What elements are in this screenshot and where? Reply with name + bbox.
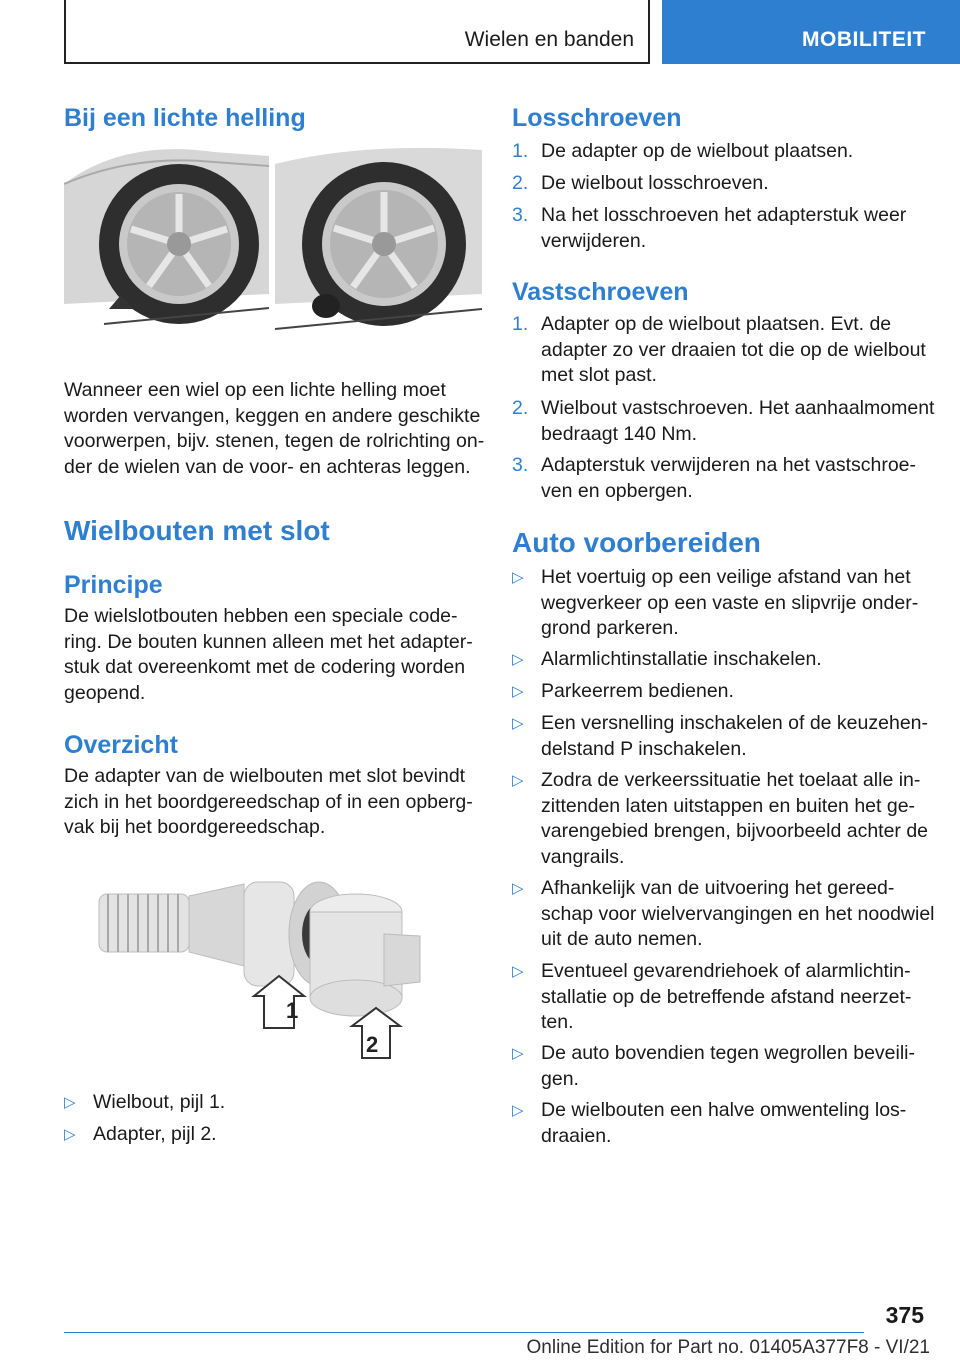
triangle-bullet-icon: ▷ xyxy=(512,963,524,980)
section-title: Wielen en banden xyxy=(464,28,634,51)
triangle-bullet-icon: ▷ xyxy=(512,772,524,789)
label-1: 1 xyxy=(286,998,299,1023)
label-2: 2 xyxy=(366,1032,379,1057)
heading-wheel-locks: Wielbouten met slot xyxy=(64,515,330,546)
overview-paragraph: De adapter van de wielbouten met slot bevindt zich in het boordgereedschap of in een opberg- vak bij het boordgereedschap. xyxy=(64,765,473,838)
header-section-box xyxy=(64,0,650,64)
triangle-bullet-icon: ▷ xyxy=(512,651,524,668)
triangle-bullet-icon: ▷ xyxy=(512,880,524,897)
footer-divider xyxy=(64,1332,864,1333)
heading-loosen: Losschroeven xyxy=(512,104,682,132)
page-number: 375 xyxy=(885,1302,924,1328)
footer-edition: Online Edition for Part no. 01405A377F8 - VI/21 xyxy=(526,1337,930,1358)
triangle-bullet-icon: ▷ xyxy=(512,715,524,732)
triangle-bullet-icon: ▷ xyxy=(64,1094,76,1111)
incline-paragraph: Wanneer een wiel op een lichte helling moet worden vervangen, keggen en andere geschikte voorwerpen, bijv. stenen, tegen de rolrichting on- der de wielen van de voor- en achteras leggen. xyxy=(64,379,485,478)
heading-prepare: Auto voorbereiden xyxy=(512,527,761,558)
principle-paragraph: De wielslotbouten hebben een speciale code- ring. De bouten kunnen alleen met het adapter- stuk dat overeenkomt met de codering worden geopend. xyxy=(64,605,473,704)
chapter-title: MOBILITEIT xyxy=(802,28,926,51)
adapter-drawing xyxy=(310,894,420,1016)
triangle-bullet-icon: ▷ xyxy=(512,569,524,586)
incline-wheels-image xyxy=(64,144,482,346)
triangle-bullet-icon: ▷ xyxy=(64,1126,76,1143)
heading-incline: Bij een lichte helling xyxy=(64,104,306,132)
triangle-bullet-icon: ▷ xyxy=(512,1045,524,1062)
heading-tighten: Vastschroeven xyxy=(512,278,689,306)
heading-principle: Principe xyxy=(64,571,163,599)
triangle-bullet-icon: ▷ xyxy=(512,1102,524,1119)
bolt-adapter-image xyxy=(94,876,424,1060)
triangle-bullet-icon: ▷ xyxy=(512,683,524,700)
chapter-tab[interactable] xyxy=(662,0,960,64)
heading-overview: Overzicht xyxy=(64,731,178,759)
